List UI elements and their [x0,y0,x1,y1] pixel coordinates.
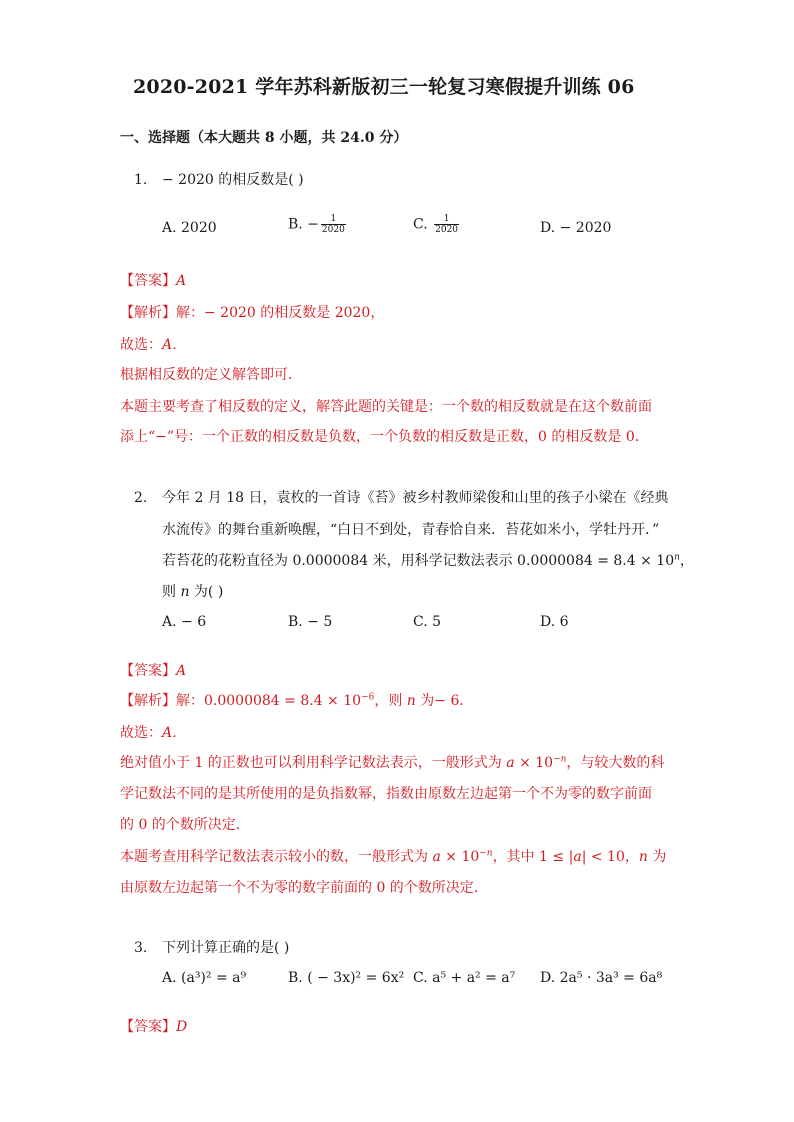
q2-note-line5: 由原数左边起第一个不为零的数字前面的 0 的个数所决定． [120,880,488,896]
q2-note1-mid: × 10 [514,755,554,771]
q2-analysis-text: 解：0.0000084 = 8.4 × 10 [176,693,362,709]
q3-option-a: A. (a³)² = a⁹ [162,970,247,986]
q2-analysis-exponent: −6 [361,692,375,703]
q2-number: 2. [134,490,148,506]
q2-option-b: B. − 5 [288,614,333,630]
q1-answer-value: A [176,273,187,289]
q2-note4-condition: ，其中 1 ≤ | [492,849,574,865]
q1-basis: 根据相反数的定义解答即可． [120,367,302,383]
q2-note-line4 [120,846,666,866]
q1-stem: − 2020 的相反数是( ) [162,172,304,188]
q3-answer-value: D [176,1019,188,1035]
q1-answer [120,270,186,290]
q2-note1-end: ，与较大数的科 [566,755,665,771]
q1-note-line1: 本题主要考查了相反数的定义，解答此题的关键是：一个数的相反数就是在这个数前面 [120,399,652,415]
q1-option-b-numerator: 1 [321,214,346,225]
q3-option-d: D. 2a⁵ · 3a³ = 6a⁸ [540,970,663,986]
q2-note-line1 [120,752,664,772]
q2-line2: 水流传》的舞台重新唤醒，“白日不到处，青春恰自来．苔花如米小，学牡丹开．” [162,522,660,538]
q1-analysis-tag: 【解析】 [120,305,176,321]
q2-note4-variable2: a [573,849,582,865]
q2-answer-value: A [176,663,187,679]
q2-note1-exponent: −n [553,754,567,765]
q3-stem: 下列计算正确的是( ) [162,940,290,956]
q2-option-a: A. − 6 [162,614,207,630]
q2-choose-label: 故选： [120,725,162,741]
q1-option-a: A. 2020 [162,220,217,236]
q1-number: 1. [134,172,148,188]
q1-analysis [120,302,384,322]
q2-analysis-tag: 【解析】 [120,693,176,709]
q2-line4 [162,582,223,602]
q1-option-b-denominator: 2020 [321,225,345,235]
q1-choose-label: 故选： [120,337,162,353]
q2-note1-variable: a [506,755,515,771]
q2-line4-variable: n [180,584,190,600]
q1-choose [120,334,186,354]
q3-answer [120,1016,187,1036]
q2-choose [120,722,186,742]
q1-answer-tag: 【答案】 [120,273,176,289]
q2-note-line3: 的 0 的个数所决定． [120,817,250,833]
q3-option-c: C. a⁵ + a² = a⁷ [413,970,516,986]
q1-option-c-fraction [434,214,459,235]
q2-option-d: D. 6 [540,614,569,630]
q2-analysis [120,690,473,710]
q1-option-c-prefix: C. [413,216,428,233]
section-heading: 一、选择题（本大题共 8 小题，共 24.0 分） [120,130,408,146]
q1-option-b [288,214,346,235]
q1-analysis-text: 解：− 2020 的相反数是 2020， [176,305,385,321]
q2-answer [120,660,186,680]
q3-answer-tag: 【答案】 [120,1019,176,1035]
q2-line4-prefix: 则 [162,584,181,600]
q2-note4-variable: a [432,849,441,865]
q2-note4-text: 本题考查用科学记数法表示较小的数，一般形式为 [120,849,433,865]
q2-line1: 今年 2 月 18 日，袁枚的一首诗《苔》被乡村教师梁俊和山里的孩子小梁在《经典 [162,490,669,506]
q2-answer-tag: 【答案】 [120,663,176,679]
q2-note4-exponent: −n [479,848,493,859]
q2-note1-text: 绝对值小于 1 的正数也可以利用科学记数法表示，一般形式为 [120,755,507,771]
q1-option-c-numerator: 1 [434,214,459,225]
q2-line3-text: 若苔花的花粉直径为 0.0000084 米，用科学记数法表示 0.0000084 = 8.4 × 10 [162,553,675,569]
q2-line3-exponent: n [674,552,680,563]
q2-note-line2: 学记数法不同的是其所使用的是负指数幂，指数由原数左边起第一个不为零的数字前面 [120,786,652,802]
q2-note4-end: 为 [647,849,667,865]
q3-number: 3. [134,940,148,956]
q2-analysis-mid: ，则 [374,693,407,709]
q2-line3 [162,551,694,571]
q2-option-c: C. 5 [413,614,442,630]
q2-line4-suffix: 为( ) [189,584,224,600]
page-title: 2020-2021 学年苏科新版初三一轮复习寒假提升训练 06 [133,76,635,98]
q1-option-d: D. − 2020 [540,220,612,236]
q2-analysis-end: 为− 6． [415,693,474,709]
q1-option-b-prefix: B. − [288,216,319,233]
q3-option-b: B. ( − 3x)² = 6x² [288,970,405,986]
q2-note4-variable3: n [638,849,648,865]
q2-note4-mid: × 10 [440,849,480,865]
q1-note-line2: 添上“−”号：一个正数的相反数是负数，一个负数的相反数是正数，0 的相反数是 0． [120,429,649,445]
q1-choose-value: A． [162,337,187,353]
q1-option-c-denominator: 2020 [435,225,459,235]
q1-option-c [413,214,459,235]
q2-line3-end: ， [679,553,694,569]
q2-analysis-variable: n [406,693,416,709]
q1-option-b-fraction [321,214,346,235]
q2-choose-value: A． [162,725,187,741]
q2-note4-condition-end: | < 10， [581,849,639,865]
